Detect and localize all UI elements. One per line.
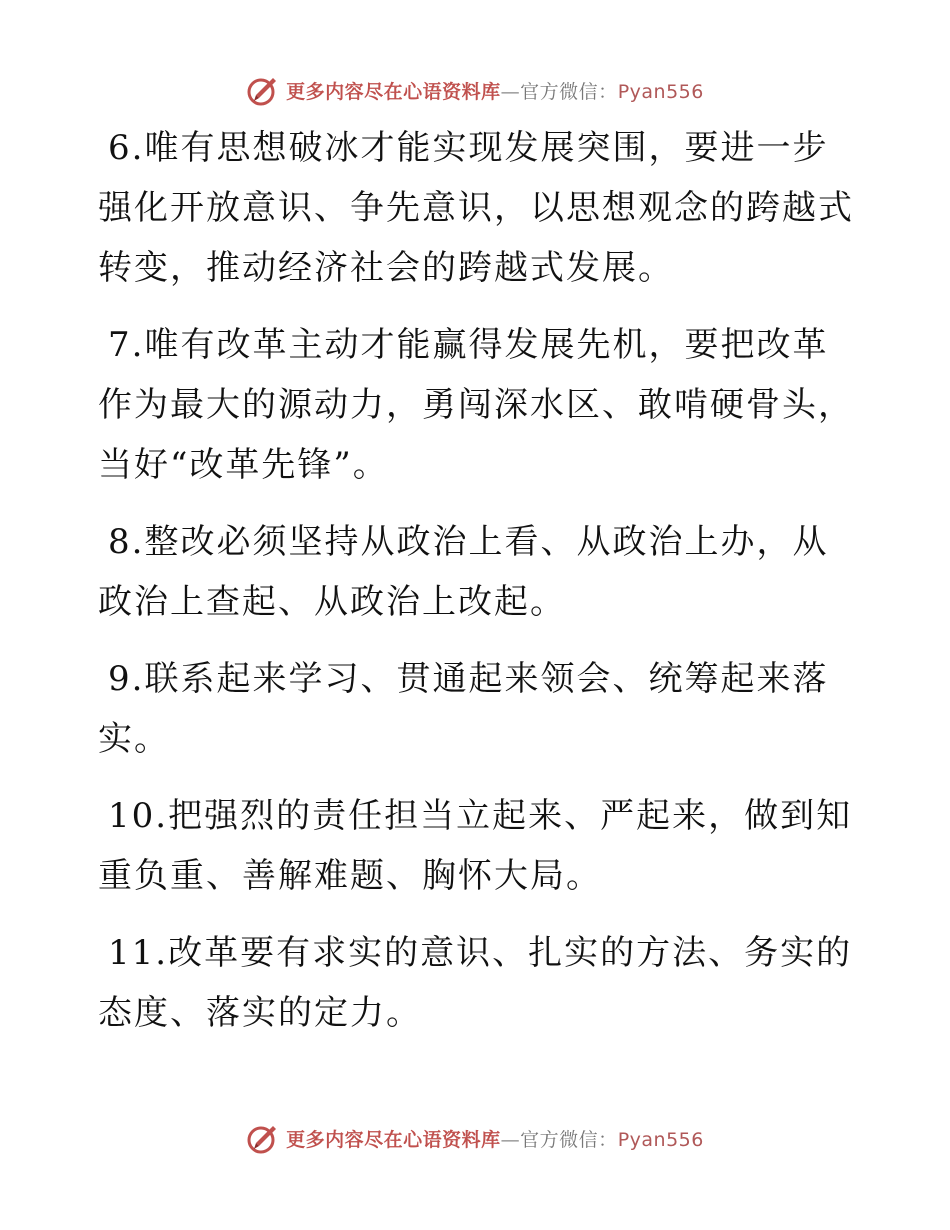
header-banner-text [286, 77, 704, 104]
header-brand: 更多内容尽在心语资料库 [286, 80, 501, 103]
footer-official: 官方微信： [520, 1128, 618, 1151]
header-official: 官方微信： [520, 80, 618, 103]
footer-banner [0, 1118, 950, 1158]
paragraph-7: 7.唯有改革主动才能赢得发展先机，要把改革作为最大的源动力，勇闯深水区、敢啃硬骨头，当好“改革先锋”。 [98, 325, 854, 485]
paragraph-6: 6.唯有思想破冰才能实现发展突围，要进一步强化开放意识、争先意识，以思想观念的跨越式转变，推动经济社会的跨越式发展。 [98, 128, 854, 288]
footer-brand: 更多内容尽在心语资料库 [286, 1128, 501, 1151]
quill-logo-icon [246, 1121, 280, 1155]
header-account: Pyan556 [617, 80, 704, 103]
footer-banner-text [286, 1125, 704, 1152]
paragraph-8: 8.整改必须坚持从政治上看、从政治上办，从政治上查起、从政治上改起。 [98, 522, 829, 622]
paragraph-10: 10.把强烈的责任担当立起来、严起来，做到知重负重、善解难题、胸怀大局。 [98, 796, 853, 896]
paragraph-11: 11.改革要有求实的意识、扎实的方法、务实的态度、落实的定力。 [98, 933, 853, 1033]
footer-separator: — [500, 1128, 521, 1151]
footer-account: Pyan556 [617, 1128, 704, 1151]
quill-logo-icon [246, 73, 280, 107]
document-body [98, 118, 858, 1060]
header-separator: — [500, 80, 521, 103]
header-banner [0, 70, 950, 110]
paragraph-9: 9.联系起来学习、贯通起来领会、统筹起来落实。 [98, 659, 829, 759]
